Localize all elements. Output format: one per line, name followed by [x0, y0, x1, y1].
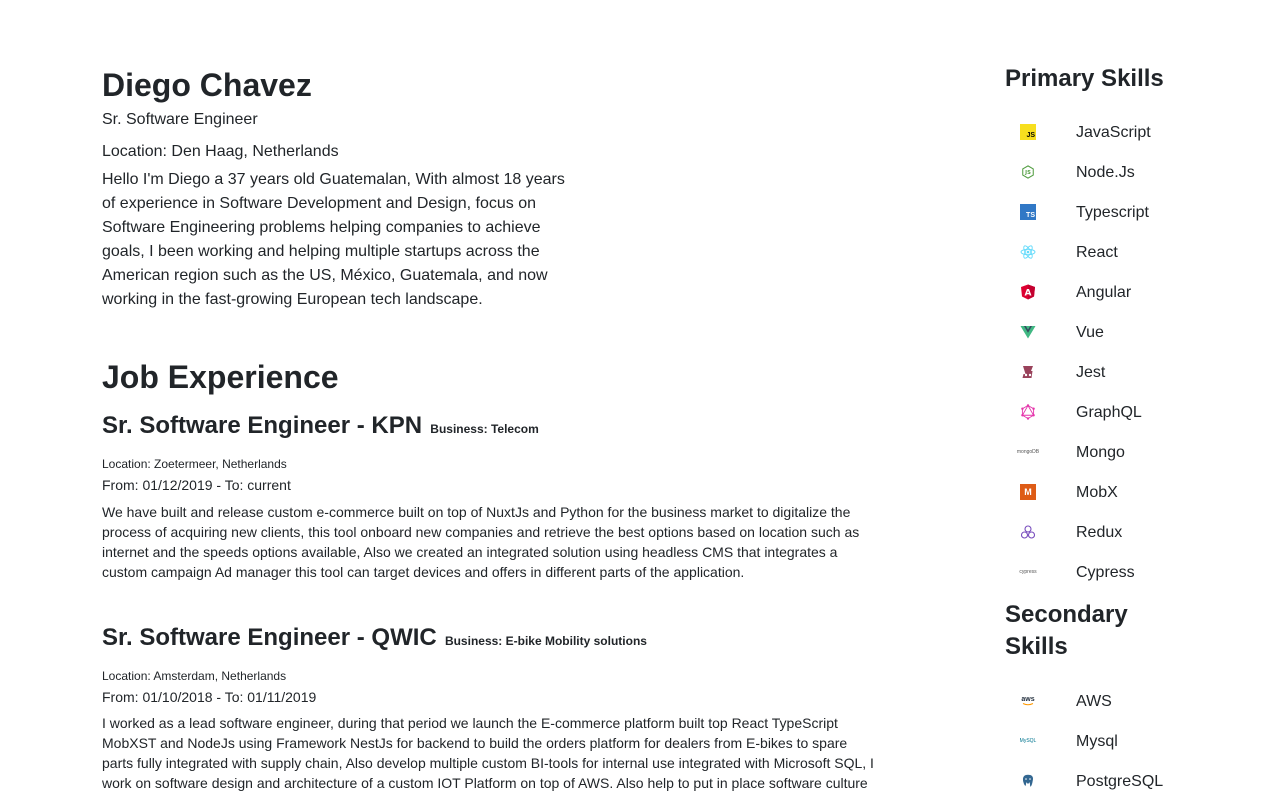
- mongo-icon: mongoDB: [1016, 448, 1040, 455]
- profile-location: Location: Den Haag, Netherlands: [102, 143, 339, 160]
- profile-bio: Hello I'm Diego a 37 years old Guatemalan, With almost 18 years of experience in Software Development and Design, focus on Software Engineering problems helping companies to achieve goals, I been working and helping multiple startups across the American region such as the US, México, Guatemala, and now working in the fast-growing European tech landscape.: [102, 171, 565, 308]
- job-dates: From: 01/12/2019 - To: current: [102, 477, 291, 493]
- skill-cypress: [1005, 560, 1180, 584]
- skill-label: React: [1076, 244, 1118, 261]
- graphql-icon: [1020, 404, 1036, 420]
- react-icon: [1020, 244, 1036, 260]
- skill-mysql: [1005, 729, 1180, 753]
- skill-angular: [1005, 280, 1180, 304]
- skill-label: PostgreSQL: [1076, 773, 1164, 790]
- skill-label: Typescript: [1076, 204, 1149, 221]
- skill-label: JavaScript: [1076, 124, 1151, 141]
- svg-text:JS: JS: [1025, 170, 1031, 177]
- profile-role: Sr. Software Engineer: [102, 111, 258, 128]
- job-dates: From: 01/10/2018 - To: 01/11/2019: [102, 689, 317, 705]
- job-heading: [102, 624, 647, 655]
- skill-react: [1005, 240, 1180, 264]
- skill-mobx: [1005, 480, 1180, 504]
- skill-label: Redux: [1076, 524, 1123, 541]
- skill-graphql: [1005, 400, 1180, 424]
- redux-icon: [1020, 524, 1036, 540]
- job-experience-title: Job Experience: [102, 359, 339, 395]
- typescript-icon: TS: [1020, 204, 1036, 220]
- vue-icon: [1020, 324, 1036, 340]
- skill-jest: [1005, 360, 1180, 384]
- skill-label: Node.Js: [1076, 164, 1135, 181]
- skill-label: Jest: [1076, 364, 1106, 381]
- skill-label: Vue: [1076, 324, 1104, 341]
- skill-label: Angular: [1076, 284, 1132, 301]
- skill-mongo: [1005, 440, 1180, 464]
- mysql-icon: MySQL: [1019, 737, 1037, 744]
- job-title: Sr. Software Engineer - QWIC: [102, 624, 437, 651]
- job-heading: [102, 412, 539, 443]
- mobx-icon: M: [1020, 484, 1036, 500]
- angular-icon: [1020, 284, 1036, 300]
- job-description: I worked as a lead software engineer, during that period we launch the E-commerce platform built top React TypeScript MobXST and NodeJs using Framework NestJs for backend to build the orders platform for dealers from E-bikes to spare parts fully integrated with supply chain, Also develop multiple custom BI-tools for internal use integrated with Microsoft SQL, I work on software design and architecture of a custom IOT Platform on top of AWS. Also help to put in place software culture: [102, 715, 874, 791]
- job-business: Business: Telecom: [430, 422, 539, 436]
- skill-label: MobX: [1076, 484, 1118, 501]
- skill-label: AWS: [1076, 693, 1112, 710]
- job-location: Location: Zoetermeer, Netherlands: [102, 457, 287, 471]
- skill-javascript: [1005, 120, 1180, 144]
- job-description: We have built and release custom e-commerce built on top of NuxtJs and Python for the business market to digitalize the process of acquiring new clients, this tool onboard new companies and retrieve the best options based on location such as internet and the speeds options available, Also we created an integrated solution using headless CMS that integrates a custom campaign Ad manager this tool can target devices and offers in different parts of the application.: [102, 504, 860, 580]
- secondary-skills-title: Secondary Skills: [1005, 601, 1128, 660]
- cypress-icon: cypress: [1019, 568, 1037, 575]
- javascript-icon: JS: [1020, 124, 1036, 140]
- aws-icon: [1020, 693, 1036, 709]
- skill-aws: [1005, 689, 1180, 713]
- job-title: Sr. Software Engineer - KPN: [102, 412, 423, 439]
- svg-text:A: A: [1024, 288, 1032, 299]
- nodejs-icon: [1020, 164, 1036, 180]
- skill-nodejs: [1005, 160, 1180, 184]
- skill-label: GraphQL: [1076, 404, 1142, 421]
- profile-name: Diego Chavez: [102, 67, 312, 103]
- skill-label: Cypress: [1076, 564, 1135, 581]
- skill-vue: [1005, 320, 1180, 344]
- aws-wordmark: aws: [1021, 696, 1035, 703]
- skill-label: Mongo: [1076, 444, 1125, 461]
- primary-skills-title: Primary Skills: [1005, 65, 1164, 92]
- skill-label: Mysql: [1076, 733, 1118, 750]
- job-location: Location: Amsterdam, Netherlands: [102, 669, 287, 683]
- jest-icon: [1020, 364, 1036, 380]
- skill-typescript: [1005, 200, 1180, 224]
- skill-postgresql: [1005, 769, 1180, 793]
- job-business: Business: E-bike Mobility solutions: [444, 634, 647, 648]
- skill-redux: [1005, 520, 1180, 544]
- postgresql-icon: [1020, 773, 1036, 789]
